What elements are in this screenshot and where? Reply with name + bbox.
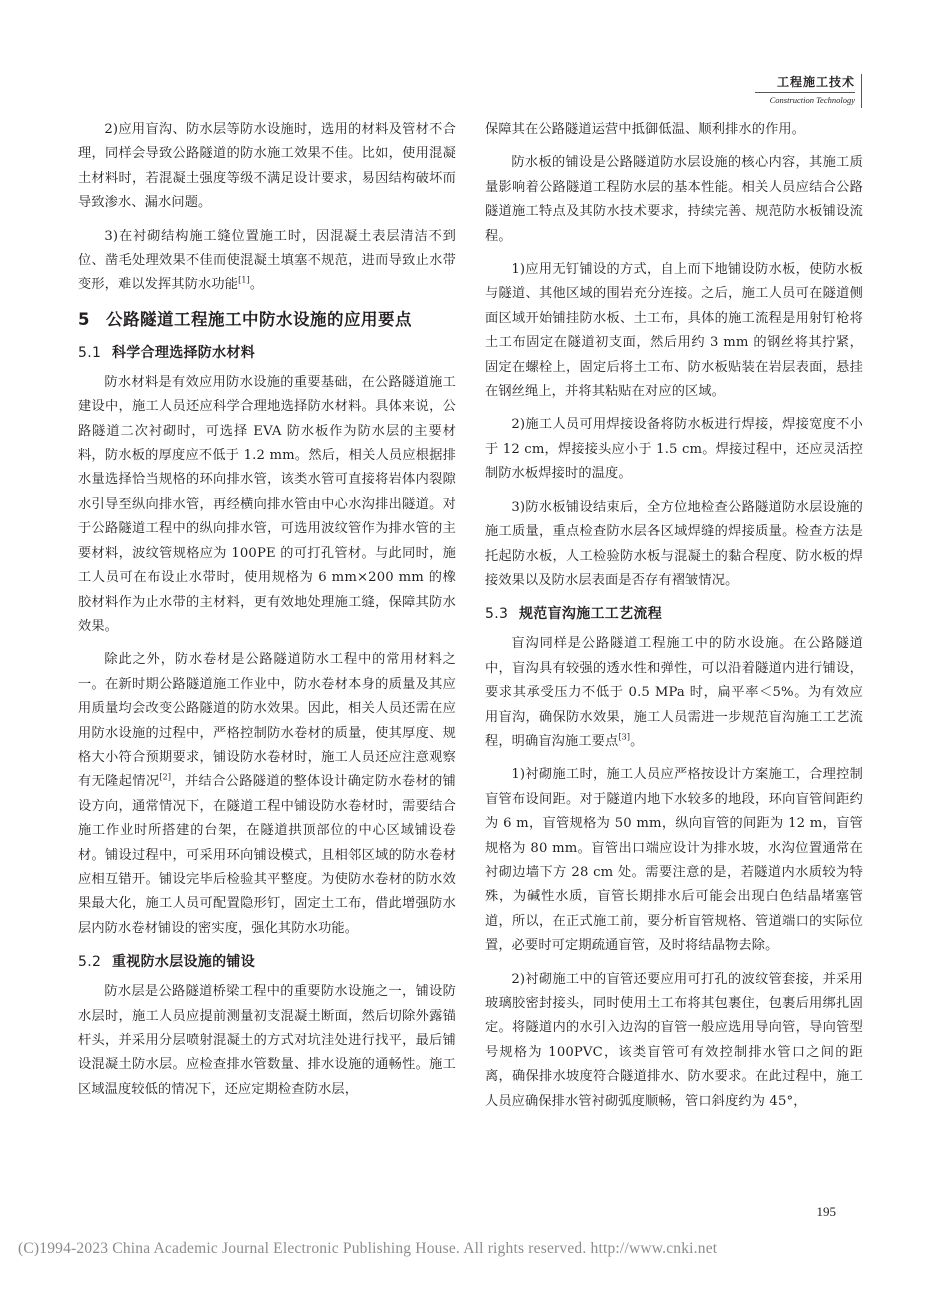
paragraph: 盲沟同样是公路隧道工程施工中的防水设施。在公路隧道中，盲沟具有较强的透水性和弹性，可以沿着隧道内进行铺设，要求其承受压力不低于 0.5 MPa 时，扁平率＜5%。为有效应用盲沟，确保防水效果，施工人员需进一步规范盲沟施工工艺流程，明确盲沟施工要点[3]。 <box>485 636 863 749</box>
left-column <box>78 118 456 1102</box>
citation-ref: [2] <box>159 772 172 782</box>
citation-ref: [1] <box>238 276 250 286</box>
running-header <box>735 74 862 108</box>
header-divider <box>755 92 855 93</box>
journal-section-title: 工程施工技术 <box>776 75 855 89</box>
paragraph: 防水层是公路隧道桥梁工程中的重要防水设施之一，铺设防水层时，施工人员应提前测量初支混凝土断面，然后切除外露锚杆头，并采用分层喷射混凝土的方式对坑洼处进行找平，最后铺设混凝土防水层。应检查排水管数量、排水设施的通畅性。施工区域温度较低的情况下，还应定期检查防水层， <box>78 984 456 1097</box>
paragraph: 除此之外，防水卷材是公路隧道防水工程中的常用材料之一。在新时期公路隧道施工作业中，防水卷材本身的质量及其应用质量均会改变公路隧道的防水效果。因此，相关人员还需在应用防水设施的过程中，严格控制防水卷材的质量，使其厚度、规格大小符合预期要求，铺设防水卷材时，施工人员还应注意观察有无隆起情况[2]，并结合公路隧道的整体设计确定防水卷材的铺设方向，通常情况下，在隧道工程中铺设防水卷材时，需要结合施工作业时所搭建的台架，在隧道拱顶部位的中心区域铺设卷材。铺设过程中，可采用环向铺设模式，且相邻区域的防水卷材应相互错开。铺设完毕后检验其平整度。为使防水卷材的防水效果最大化，施工人员可配置隐形钉，固定土工布，借此增强防水层内防水卷材铺设的密实度，强化其防水功能。 <box>78 652 457 936</box>
paragraph: 2)施工人员可用焊接设备将防水板进行焊接，焊接宽度不小于 12 cm，焊接接头应小于 1.5 cm。焊接过程中，还应灵活控制防水板焊接时的温度。 <box>485 417 863 482</box>
subsection-heading-5-2: 5.2 重视防水层设施的铺设 <box>78 954 255 971</box>
paragraph: 2)应用盲沟、防水层等防水设施时，选用的材料及管材不合理，同样会导致公路隧道的防水施工效果不佳。比如，使用混凝土材料时，若混凝土强度等级不满足设计要求，易因结构破坏而导致渗水、漏水问题。 <box>78 122 456 211</box>
page-number: 195 <box>816 1204 836 1219</box>
copyright-watermark: (C)1994-2023 China Academic Journal Electronic Publishing House. All rights reserved. http://www.cnki.net <box>18 1240 718 1257</box>
citation-ref: [3] <box>618 732 631 742</box>
paragraph: 1)应用无钉铺设的方式，自上而下地铺设防水板，使防水板与隧道、其他区域的围岩充分连接。之后，施工人员可在隧道侧面区域开始铺挂防水板、土工布，具体的施工流程是用射钉枪将土工布固定在隧道初支面，然后用约 3 mm 的钢丝将其拧紧，固定在螺栓上，固定后将土工布、防水板贴装在岩层表面，悬挂在钢丝绳上，并将其粘贴在对应的区域。 <box>485 262 863 400</box>
right-column <box>485 118 863 1114</box>
paragraph: 3)防水板铺设结束后，全方位地检查公路隧道防水层设施的施工质量，重点检查防水层各区域焊缝的焊接质量。检查方法是托起防水板，人工检验防水板与混凝土的黏合程度、防水板的焊接效果以及防水层表面是否存有褶皱情况。 <box>485 499 863 588</box>
paragraph: 1)衬砌施工时，施工人员应严格按设计方案施工，合理控制盲管布设间距。对于隧道内地下水较多的地段，环向盲管间距约为 6 m，盲管规格为 50 mm，纵向盲管的间距为 12 m，盲管规格为 80 mm。盲管出口端应设计为排水坡，水沟位置通常在衬砌边墙下方 28 cm 处。需要注意的是，若隧道内水质较为特殊，为碱性水质，盲管长期排水后可能会出现白色结晶堵塞管道，所以，在正式施工前，要分析盲管规格、管道端口的实际位置，必要时可定期疏通盲管，及时将结晶物去除。 <box>485 767 863 954</box>
paragraph: 2)衬砌施工中的盲管还要应用可打孔的波纹管套接，并采用玻璃胶密封接头，同时使用土工布将其包裹住，包裹后用绑扎固定。将隧道内的水引入边沟的盲管一般应选用导向管，导向管型号规格为 100PVC，该类盲管可有效控制排水管口之间的距离，确保排水坡度符合隧道排水、防水要求。在此过程中，施工人员应确保排水管衬砌弧度顺畅，管口斜度约为 45°， <box>485 971 863 1109</box>
paragraph: 3)在衬砌结构施工缝位置施工时，因混凝土表层清洁不到位、凿毛处理效果不佳而使混凝土填塞不规范，进而导致止水带变形，难以发挥其防水功能[1]。 <box>78 228 456 293</box>
paragraph-continued: 保障其在公路隧道运营中抵御低温、顺利排水的作用。 <box>485 122 806 137</box>
subsection-heading-5-3: 5.3 规范盲沟施工工艺流程 <box>485 606 662 623</box>
section-heading-5: 5 公路隧道工程施工中防水设施的应用要点 <box>78 309 412 329</box>
paragraph: 防水材料是有效应用防水设施的重要基础，在公路隧道施工建设中，施工人员还应科学合理地选择防水材料。具体来说，公路隧道二次衬砌时，可选择 EVA 防水板作为防水层的主要材料，防水板的厚度应不低于 1.2 mm。然后，相关人员应根据排水量选择恰当规格的环向排水管，该类水管可直接将岩体内裂隙水引导至纵向排水管，再经横向排水管由中心水沟排出隧道。对于公路隧道工程中的纵向排水管，可选用波纹管作为排水管的主要材料，波纹管规格应为 100PE 的可打孔管材。与此同时，施工人员可在布设止水带时，使用规格为 6 mm×200 mm 的橡胶材料作为止水带的主材料，更有效地处理施工缝，保障其防水效果。 <box>78 374 456 634</box>
paragraph: 防水板的铺设是公路隧道防水层设施的核心内容，其施工质量影响着公路隧道工程防水层的基本性能。相关人员应结合公路隧道施工特点及其防水技术要求，持续完善、规范防水板铺设流程。 <box>485 155 863 244</box>
journal-section-subtitle: Construction Technology <box>769 95 855 105</box>
subsection-heading-5-1: 5.1 科学合理选择防水材料 <box>78 344 255 361</box>
